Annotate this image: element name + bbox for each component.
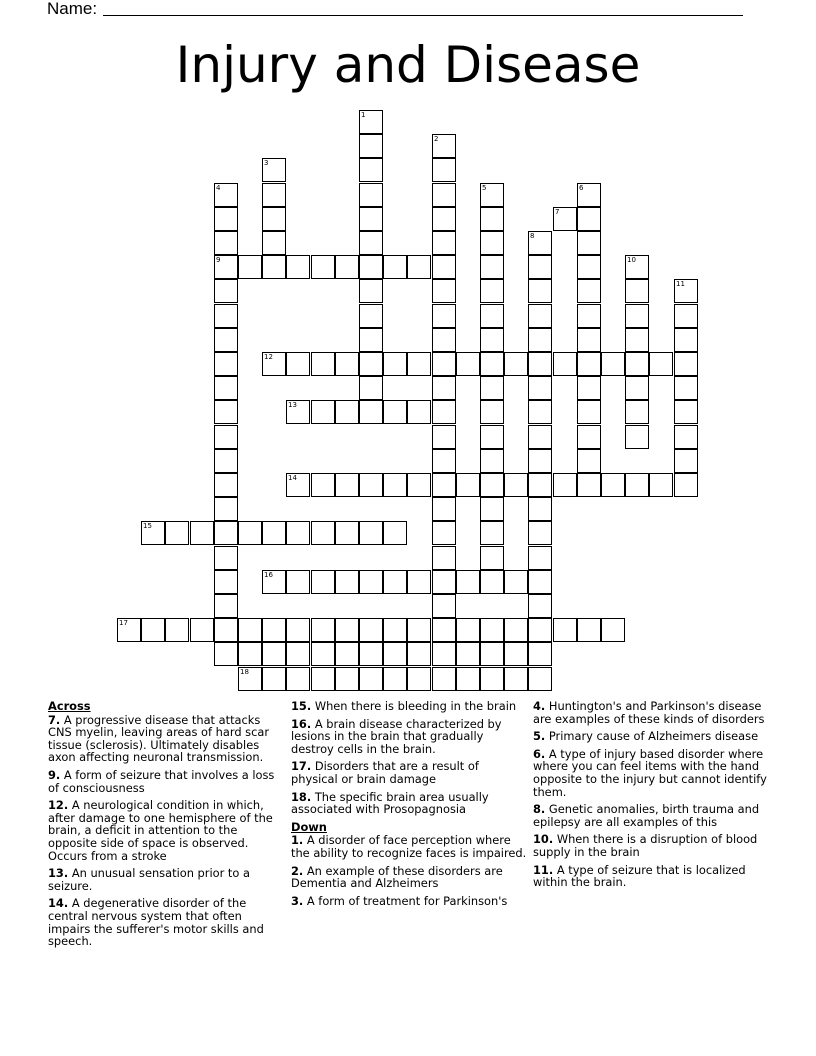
grid-cell[interactable] — [528, 667, 552, 691]
grid-cell[interactable] — [214, 352, 238, 376]
grid-cell[interactable] — [407, 570, 431, 594]
clue-down-10: 10. When there is a disruption of blood supply in the brain — [533, 832, 758, 859]
grid-cell[interactable] — [528, 255, 552, 279]
grid-cell[interactable] — [480, 425, 504, 449]
grid-cell[interactable] — [165, 521, 189, 545]
grid-cell[interactable] — [674, 279, 698, 303]
grid-cell[interactable] — [577, 425, 601, 449]
grid-cell[interactable] — [480, 642, 504, 666]
grid-cell[interactable] — [577, 352, 601, 376]
grid-cell[interactable] — [432, 642, 456, 666]
grid-cell[interactable] — [214, 183, 238, 207]
grid-cell[interactable] — [601, 618, 625, 642]
clues-column-3 — [533, 700, 773, 894]
clue-down-11: 11. A type of seizure that is localized within the brain. — [533, 862, 746, 890]
grid-cell[interactable] — [214, 497, 238, 521]
grid-cell[interactable] — [480, 328, 504, 352]
grid-cell[interactable] — [383, 642, 407, 666]
grid-cell[interactable] — [407, 667, 431, 691]
grid-cell[interactable] — [480, 183, 504, 207]
grid-cell[interactable] — [311, 400, 335, 424]
grid-cell[interactable] — [674, 473, 698, 497]
grid-cell[interactable] — [286, 521, 310, 545]
grid-cell[interactable] — [311, 667, 335, 691]
grid-cell[interactable] — [480, 400, 504, 424]
clue-down-2: 2. An example of these disorders are Dementia and Alzheimers — [291, 863, 503, 891]
grid-cell[interactable] — [528, 425, 552, 449]
grid-cell[interactable] — [432, 352, 456, 376]
grid-cell[interactable] — [383, 667, 407, 691]
grid-cell[interactable] — [335, 473, 359, 497]
grid-cell[interactable] — [528, 473, 552, 497]
grid-cell[interactable] — [311, 642, 335, 666]
grid-cell[interactable] — [214, 521, 238, 545]
grid-cell[interactable] — [359, 279, 383, 303]
grid-cell[interactable] — [577, 255, 601, 279]
grid-cell[interactable] — [577, 328, 601, 352]
grid-cell[interactable] — [528, 570, 552, 594]
grid-cell[interactable] — [383, 521, 407, 545]
grid-cell[interactable] — [407, 618, 431, 642]
grid-cell[interactable] — [577, 231, 601, 255]
clue-number: 6 — [579, 184, 584, 192]
grid-cell[interactable] — [432, 183, 456, 207]
grid-cell[interactable] — [456, 473, 480, 497]
grid-cell[interactable] — [383, 352, 407, 376]
grid-cell[interactable] — [528, 231, 552, 255]
grid-cell[interactable] — [359, 570, 383, 594]
name-label: Name: — [47, 0, 98, 18]
grid-cell[interactable] — [335, 521, 359, 545]
grid-cell[interactable] — [359, 328, 383, 352]
grid-cell[interactable] — [190, 618, 214, 642]
grid-cell[interactable] — [383, 255, 407, 279]
grid-cell[interactable] — [528, 497, 552, 521]
grid-cell[interactable] — [359, 134, 383, 158]
grid-cell[interactable] — [238, 521, 262, 545]
grid-cell[interactable] — [359, 618, 383, 642]
grid-cell[interactable] — [262, 570, 286, 594]
grid-cell[interactable] — [286, 570, 310, 594]
grid-cell[interactable] — [456, 667, 480, 691]
grid-cell[interactable] — [359, 304, 383, 328]
grid-cell[interactable] — [238, 618, 262, 642]
grid-cell[interactable] — [432, 279, 456, 303]
clue-across-13: 13. An unusual sensation prior to a seizure. — [48, 866, 250, 893]
clue-down-8: 8. Genetic anomalies, birth trauma and epilepsy are all examples of this — [533, 802, 760, 829]
grid-cell[interactable] — [480, 546, 504, 570]
clue-down-3: 3. A form of treatment for Parkinson's — [291, 893, 508, 908]
grid-cell[interactable] — [214, 328, 238, 352]
grid-cell[interactable] — [577, 183, 601, 207]
grid-cell[interactable] — [262, 618, 286, 642]
page-title: Injury and Disease — [175, 36, 641, 94]
grid-cell[interactable] — [311, 570, 335, 594]
grid-cell[interactable] — [649, 473, 673, 497]
grid-cell[interactable] — [335, 255, 359, 279]
grid-cell[interactable] — [528, 449, 552, 473]
grid-cell[interactable] — [432, 255, 456, 279]
grid-cell[interactable] — [359, 642, 383, 666]
grid-cell[interactable] — [480, 255, 504, 279]
clue-across-14: 14. A degenerative disorder of the central nervous system that often impairs the sufferer's motor skills and speech. — [48, 896, 264, 949]
grid-cell[interactable] — [214, 255, 238, 279]
grid-cell[interactable] — [577, 207, 601, 231]
grid-cell[interactable] — [407, 642, 431, 666]
grid-cell[interactable] — [528, 279, 552, 303]
grid-cell[interactable] — [432, 158, 456, 182]
grid-cell[interactable] — [238, 255, 262, 279]
grid-cell[interactable] — [214, 594, 238, 618]
grid-cell[interactable] — [432, 304, 456, 328]
grid-cell[interactable] — [359, 158, 383, 182]
grid-cell[interactable] — [480, 376, 504, 400]
grid-cell[interactable] — [214, 400, 238, 424]
down-heading: Down — [291, 819, 327, 834]
grid-cell[interactable] — [528, 521, 552, 545]
clue-number: 3 — [264, 159, 269, 167]
grid-cell[interactable] — [432, 425, 456, 449]
grid-cell[interactable] — [117, 618, 141, 642]
grid-cell[interactable] — [528, 546, 552, 570]
grid-cell[interactable] — [432, 497, 456, 521]
grid-cell[interactable] — [528, 328, 552, 352]
grid-cell[interactable] — [311, 521, 335, 545]
grid-cell[interactable] — [504, 570, 528, 594]
grid-cell[interactable] — [238, 667, 262, 691]
grid-cell[interactable] — [480, 352, 504, 376]
clue-across-12: 12. A neurological condition in which, after damage to one hemisphere of the brain, a deficit in attention to the opposite side of space is observed. Occurs from a stroke — [48, 798, 273, 863]
grid-cell[interactable] — [432, 618, 456, 642]
grid-cell[interactable] — [407, 473, 431, 497]
grid-cell[interactable] — [407, 400, 431, 424]
grid-cell[interactable] — [383, 570, 407, 594]
grid-cell[interactable] — [432, 521, 456, 545]
grid-cell[interactable] — [577, 279, 601, 303]
grid-cell[interactable] — [359, 352, 383, 376]
grid-cell[interactable] — [335, 400, 359, 424]
grid-cell[interactable] — [625, 425, 649, 449]
clue-down-6: 6. A type of injury based disorder where where you can feel items with the hand opposite to the injury but cannot identify them. — [533, 746, 767, 799]
grid-cell[interactable] — [286, 642, 310, 666]
clue-across-15: 15. When there is bleeding in the brain — [291, 699, 517, 713]
grid-cell[interactable] — [480, 304, 504, 328]
grid-cell[interactable] — [480, 473, 504, 497]
grid-cell[interactable] — [528, 594, 552, 618]
grid-cell[interactable] — [262, 255, 286, 279]
grid-cell[interactable] — [214, 304, 238, 328]
grid-cell[interactable] — [432, 546, 456, 570]
clue-number: 15 — [143, 522, 152, 530]
clue-across-9: 9. A form of seizure that involves a loss of consciousness — [48, 767, 275, 795]
grid-cell[interactable] — [528, 400, 552, 424]
grid-cell[interactable] — [359, 183, 383, 207]
clue-number: 8 — [530, 232, 535, 240]
grid-cell[interactable] — [577, 473, 601, 497]
grid-cell[interactable] — [504, 667, 528, 691]
grid-cell[interactable] — [311, 618, 335, 642]
across-heading: Across — [48, 699, 91, 713]
grid-cell[interactable] — [577, 304, 601, 328]
grid-cell[interactable] — [528, 304, 552, 328]
grid-cell[interactable] — [214, 231, 238, 255]
grid-cell[interactable] — [625, 400, 649, 424]
grid-cell[interactable] — [262, 521, 286, 545]
grid-cell[interactable] — [625, 328, 649, 352]
grid-cell[interactable] — [480, 279, 504, 303]
grid-cell[interactable] — [649, 352, 673, 376]
grid-cell[interactable] — [335, 352, 359, 376]
grid-cell[interactable] — [286, 255, 310, 279]
grid-cell[interactable] — [674, 425, 698, 449]
grid-cell[interactable] — [432, 473, 456, 497]
clue-number: 7 — [555, 208, 560, 216]
grid-cell[interactable] — [577, 376, 601, 400]
grid-cell[interactable] — [141, 521, 165, 545]
grid-cell[interactable] — [456, 352, 480, 376]
grid-cell[interactable] — [480, 207, 504, 231]
grid-cell[interactable] — [432, 449, 456, 473]
clues-column-2 — [291, 700, 527, 912]
grid-cell[interactable] — [674, 449, 698, 473]
grid-cell[interactable] — [480, 667, 504, 691]
grid-cell[interactable] — [335, 618, 359, 642]
grid-cell[interactable] — [504, 618, 528, 642]
grid-cell[interactable] — [528, 376, 552, 400]
clue-number: 4 — [216, 184, 221, 192]
grid-cell[interactable] — [262, 231, 286, 255]
clue-number: 16 — [264, 571, 273, 579]
grid-cell[interactable] — [528, 352, 552, 376]
grid-cell[interactable] — [625, 352, 649, 376]
clue-across-16: 16. A brain disease characterized by lesions in the brain that gradually destroy cells in the brain. — [291, 716, 502, 756]
grid-cell[interactable] — [432, 667, 456, 691]
grid-cell[interactable] — [601, 352, 625, 376]
grid-cell[interactable] — [311, 473, 335, 497]
grid-cell[interactable] — [504, 352, 528, 376]
grid-cell[interactable] — [359, 231, 383, 255]
grid-cell[interactable] — [480, 497, 504, 521]
grid-cell[interactable] — [674, 328, 698, 352]
grid-cell[interactable] — [141, 618, 165, 642]
grid-cell[interactable] — [456, 570, 480, 594]
grid-cell[interactable] — [407, 255, 431, 279]
grid-cell[interactable] — [480, 231, 504, 255]
grid-cell[interactable] — [432, 207, 456, 231]
clue-down-1: 1. A disorder of face perception where the ability to recognize faces is impaired. — [291, 833, 527, 860]
grid-cell[interactable] — [335, 570, 359, 594]
grid-cell[interactable] — [432, 570, 456, 594]
grid-cell[interactable] — [262, 642, 286, 666]
grid-cell[interactable] — [432, 328, 456, 352]
grid-cell[interactable] — [286, 400, 310, 424]
grid-cell[interactable] — [286, 473, 310, 497]
grid-cell[interactable] — [432, 594, 456, 618]
grid-cell[interactable] — [553, 207, 577, 231]
grid-cell[interactable] — [456, 618, 480, 642]
grid-cell[interactable] — [577, 449, 601, 473]
grid-cell[interactable] — [625, 279, 649, 303]
grid-cell[interactable] — [577, 400, 601, 424]
grid-cell[interactable] — [553, 473, 577, 497]
grid-cell[interactable] — [674, 304, 698, 328]
grid-cell[interactable] — [432, 231, 456, 255]
grid-cell[interactable] — [456, 642, 480, 666]
grid-cell[interactable] — [311, 255, 335, 279]
grid-cell[interactable] — [262, 183, 286, 207]
grid-cell[interactable] — [359, 400, 383, 424]
grid-cell[interactable] — [528, 618, 552, 642]
clue-across-7: 7. A progressive disease that attacks CNS myelin, leaving areas of hard scar tissue (sclerosis). Ultimately disables axon affecting neuronal transmission. — [48, 712, 270, 765]
grid-cell[interactable] — [432, 376, 456, 400]
clue-down-4: 4. Huntington's and Parkinson's disease are examples of these kinds of disorders — [533, 699, 765, 726]
grid-cell[interactable] — [407, 352, 431, 376]
grid-cell[interactable] — [214, 207, 238, 231]
clue-number: 5 — [482, 184, 487, 192]
grid-cell[interactable] — [214, 618, 238, 642]
clue-number: 10 — [627, 256, 636, 264]
grid-cell[interactable] — [480, 618, 504, 642]
grid-cell[interactable] — [432, 400, 456, 424]
grid-cell[interactable] — [214, 570, 238, 594]
clue-number: 1 — [361, 111, 366, 119]
grid-cell[interactable] — [335, 667, 359, 691]
grid-cell[interactable] — [480, 570, 504, 594]
clue-number: 18 — [240, 668, 249, 676]
grid-cell[interactable] — [383, 473, 407, 497]
grid-cell[interactable] — [335, 642, 359, 666]
grid-cell[interactable] — [262, 158, 286, 182]
grid-cell[interactable] — [625, 255, 649, 279]
grid-cell[interactable] — [528, 642, 552, 666]
grid-cell[interactable] — [504, 473, 528, 497]
grid-cell[interactable] — [359, 667, 383, 691]
grid-cell[interactable] — [214, 425, 238, 449]
grid-cell[interactable] — [674, 376, 698, 400]
grid-cell[interactable] — [359, 473, 383, 497]
clue-across-18: 18. The specific brain area usually associated with Prosopagnosia — [291, 789, 489, 817]
grid-cell[interactable] — [359, 255, 383, 279]
clue-down-5: 5. Primary cause of Alzheimers disease — [533, 729, 759, 744]
grid-cell[interactable] — [262, 352, 286, 376]
clue-number: 2 — [434, 135, 439, 143]
grid-cell[interactable] — [214, 376, 238, 400]
grid-cell[interactable] — [214, 642, 238, 666]
grid-cell[interactable] — [553, 618, 577, 642]
grid-cell[interactable] — [262, 667, 286, 691]
grid-cell[interactable] — [262, 207, 286, 231]
grid-cell[interactable] — [286, 352, 310, 376]
grid-cell[interactable] — [625, 376, 649, 400]
grid-cell[interactable] — [359, 207, 383, 231]
clue-number: 13 — [288, 401, 297, 409]
clue-number: 11 — [676, 280, 685, 288]
clue-number: 9 — [216, 256, 221, 264]
grid-cell[interactable] — [625, 304, 649, 328]
clues-column-1 — [48, 700, 284, 953]
grid-cell[interactable] — [214, 546, 238, 570]
grid-cell[interactable] — [359, 376, 383, 400]
grid-cell[interactable] — [165, 618, 189, 642]
grid-cell[interactable] — [577, 618, 601, 642]
grid-cell[interactable] — [674, 400, 698, 424]
clue-number: 12 — [264, 353, 273, 361]
grid-cell[interactable] — [359, 110, 383, 134]
clue-number: 14 — [288, 474, 297, 482]
grid-cell[interactable] — [504, 642, 528, 666]
grid-cell[interactable] — [480, 449, 504, 473]
grid-cell[interactable] — [553, 352, 577, 376]
grid-cell[interactable] — [383, 400, 407, 424]
grid-cell[interactable] — [480, 521, 504, 545]
grid-cell[interactable] — [190, 521, 214, 545]
grid-cell[interactable] — [214, 473, 238, 497]
grid-cell[interactable] — [311, 352, 335, 376]
grid-cell[interactable] — [238, 642, 262, 666]
grid-cell[interactable] — [601, 473, 625, 497]
grid-cell[interactable] — [383, 618, 407, 642]
grid-cell[interactable] — [432, 134, 456, 158]
grid-cell[interactable] — [286, 618, 310, 642]
grid-cell[interactable] — [214, 449, 238, 473]
grid-cell[interactable] — [674, 352, 698, 376]
grid-cell[interactable] — [214, 279, 238, 303]
grid-cell[interactable] — [359, 521, 383, 545]
clue-number: 17 — [119, 619, 128, 627]
grid-cell[interactable] — [625, 473, 649, 497]
grid-cell[interactable] — [286, 667, 310, 691]
clue-across-17: 17. Disorders that are a result of physical or brain damage — [291, 759, 479, 786]
